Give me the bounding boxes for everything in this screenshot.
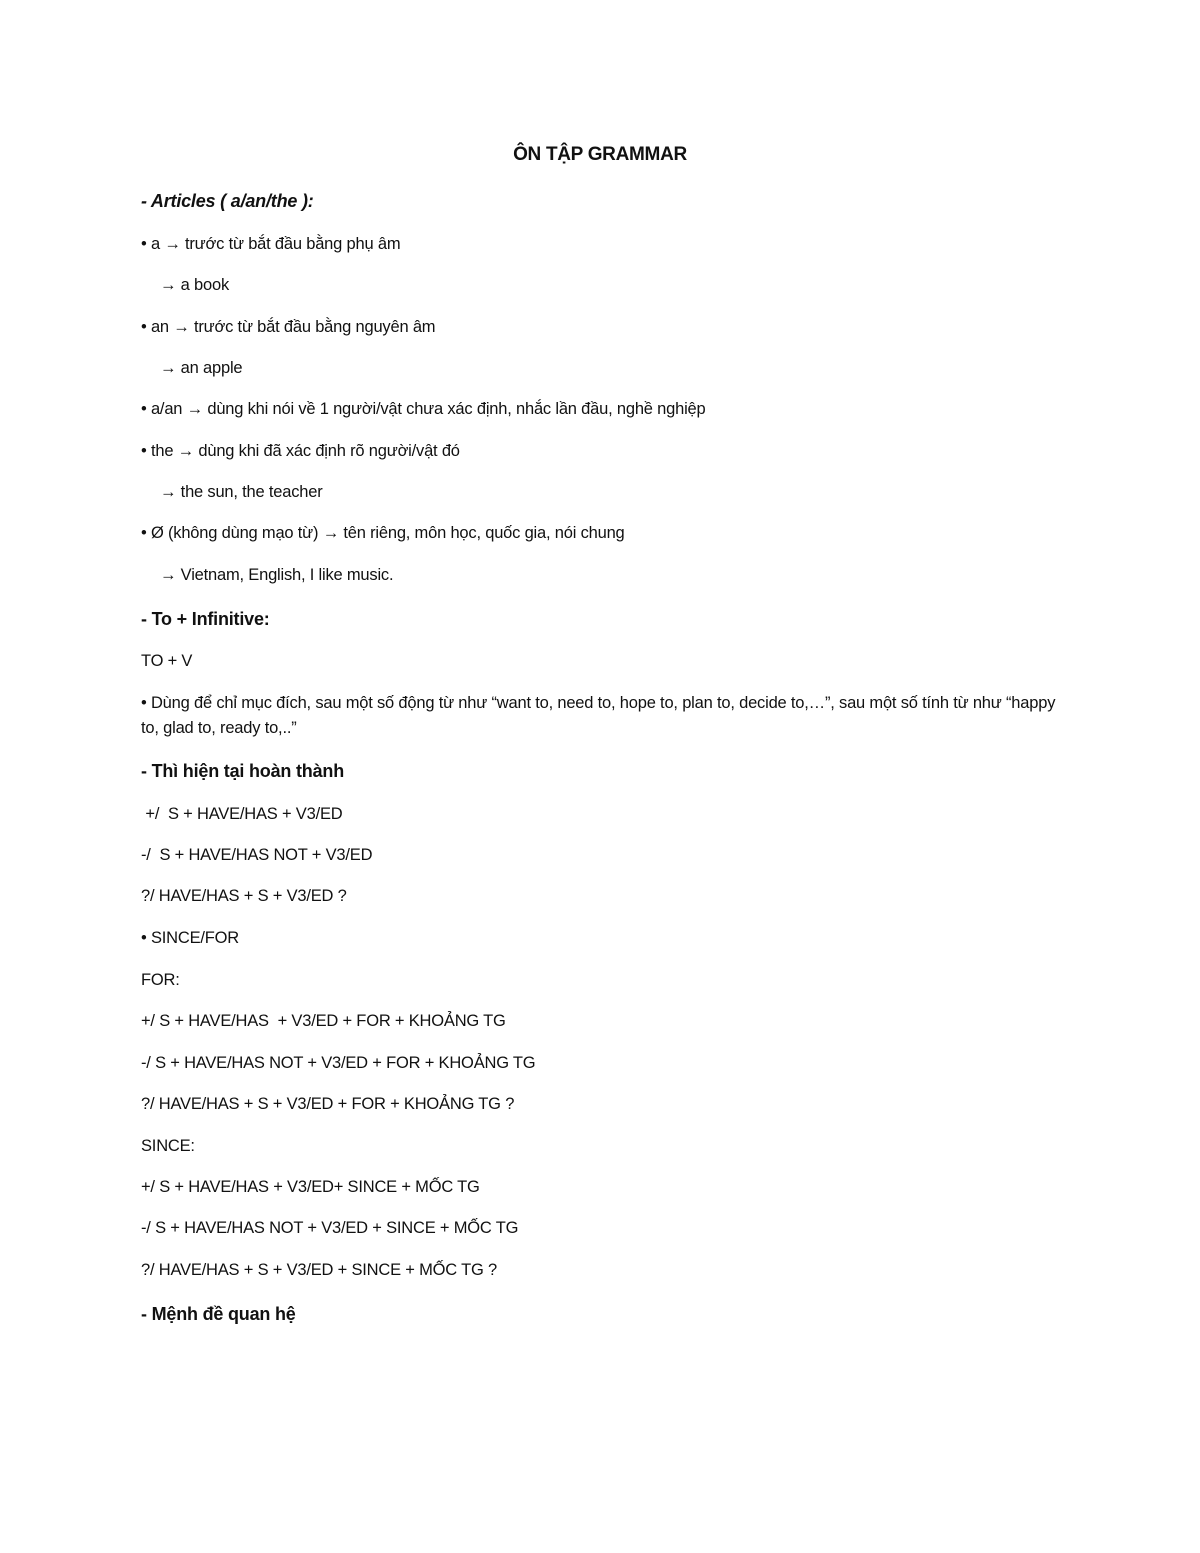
heading-articles: - Articles ( a/an/the ):	[141, 191, 314, 211]
articles-line-9: → Vietnam, English, I like music.	[160, 566, 394, 584]
to-infinitive-note: • Dùng để chỉ mục đích, sau một số động từ như “want to, need to, hope to, plan to, decide to,…”, sau một số tính từ như “happy to, glad to, ready to,..”	[141, 694, 1056, 737]
heading-to-infinitive: - To + Infinitive:	[141, 609, 270, 629]
present-perfect-line-10: +/ S + HAVE/HAS + V3/ED+ SINCE + MỐC TG	[141, 1178, 480, 1196]
page-title: ÔN TẬP GRAMMAR	[513, 144, 687, 165]
articles-line-2: → a book	[160, 276, 230, 294]
present-perfect-line-6: +/ S + HAVE/HAS + V3/ED + FOR + KHOẢNG TG	[141, 1012, 506, 1030]
heading-relative-clauses: - Mệnh đề quan hệ	[141, 1304, 296, 1324]
to-infinitive-formula: TO + V	[141, 652, 193, 670]
present-perfect-line-8: ?/ HAVE/HAS + S + V3/ED + FOR + KHOẢNG TG ?	[141, 1095, 515, 1113]
present-perfect-line-11: -/ S + HAVE/HAS NOT + V3/ED + SINCE + MỐC TG	[141, 1219, 519, 1237]
articles-line-7: → the sun, the teacher	[160, 483, 323, 501]
present-perfect-line-12: ?/ HAVE/HAS + S + V3/ED + SINCE + MỐC TG ?	[141, 1261, 497, 1279]
present-perfect-line-3: ?/ HAVE/HAS + S + V3/ED ?	[141, 887, 347, 905]
articles-line-8: • Ø (không dùng mạo từ) → tên riêng, môn học, quốc gia, nói chung	[141, 524, 625, 542]
heading-present-perfect: - Thì hiện tại hoàn thành	[141, 761, 344, 781]
articles-line-3: • an → trước từ bắt đầu bằng nguyên âm	[141, 318, 436, 336]
articles-line-1: • a → trước từ bắt đầu bằng phụ âm	[141, 235, 401, 253]
present-perfect-line-5: FOR:	[141, 971, 180, 989]
present-perfect-line-7: -/ S + HAVE/HAS NOT + V3/ED + FOR + KHOẢNG TG	[141, 1054, 536, 1072]
articles-line-5: • a/an → dùng khi nói về 1 người/vật chưa xác định, nhắc lần đầu, nghề nghiệp	[141, 400, 706, 418]
present-perfect-line-1: +/ S + HAVE/HAS + V3/ED	[141, 805, 343, 823]
present-perfect-line-9: SINCE:	[141, 1137, 195, 1155]
articles-line-4: → an apple	[160, 359, 243, 377]
present-perfect-line-2: -/ S + HAVE/HAS NOT + V3/ED	[141, 846, 373, 864]
articles-line-6: • the → dùng khi đã xác định rõ người/vật đó	[141, 442, 460, 460]
present-perfect-line-4: • SINCE/FOR	[141, 929, 240, 947]
